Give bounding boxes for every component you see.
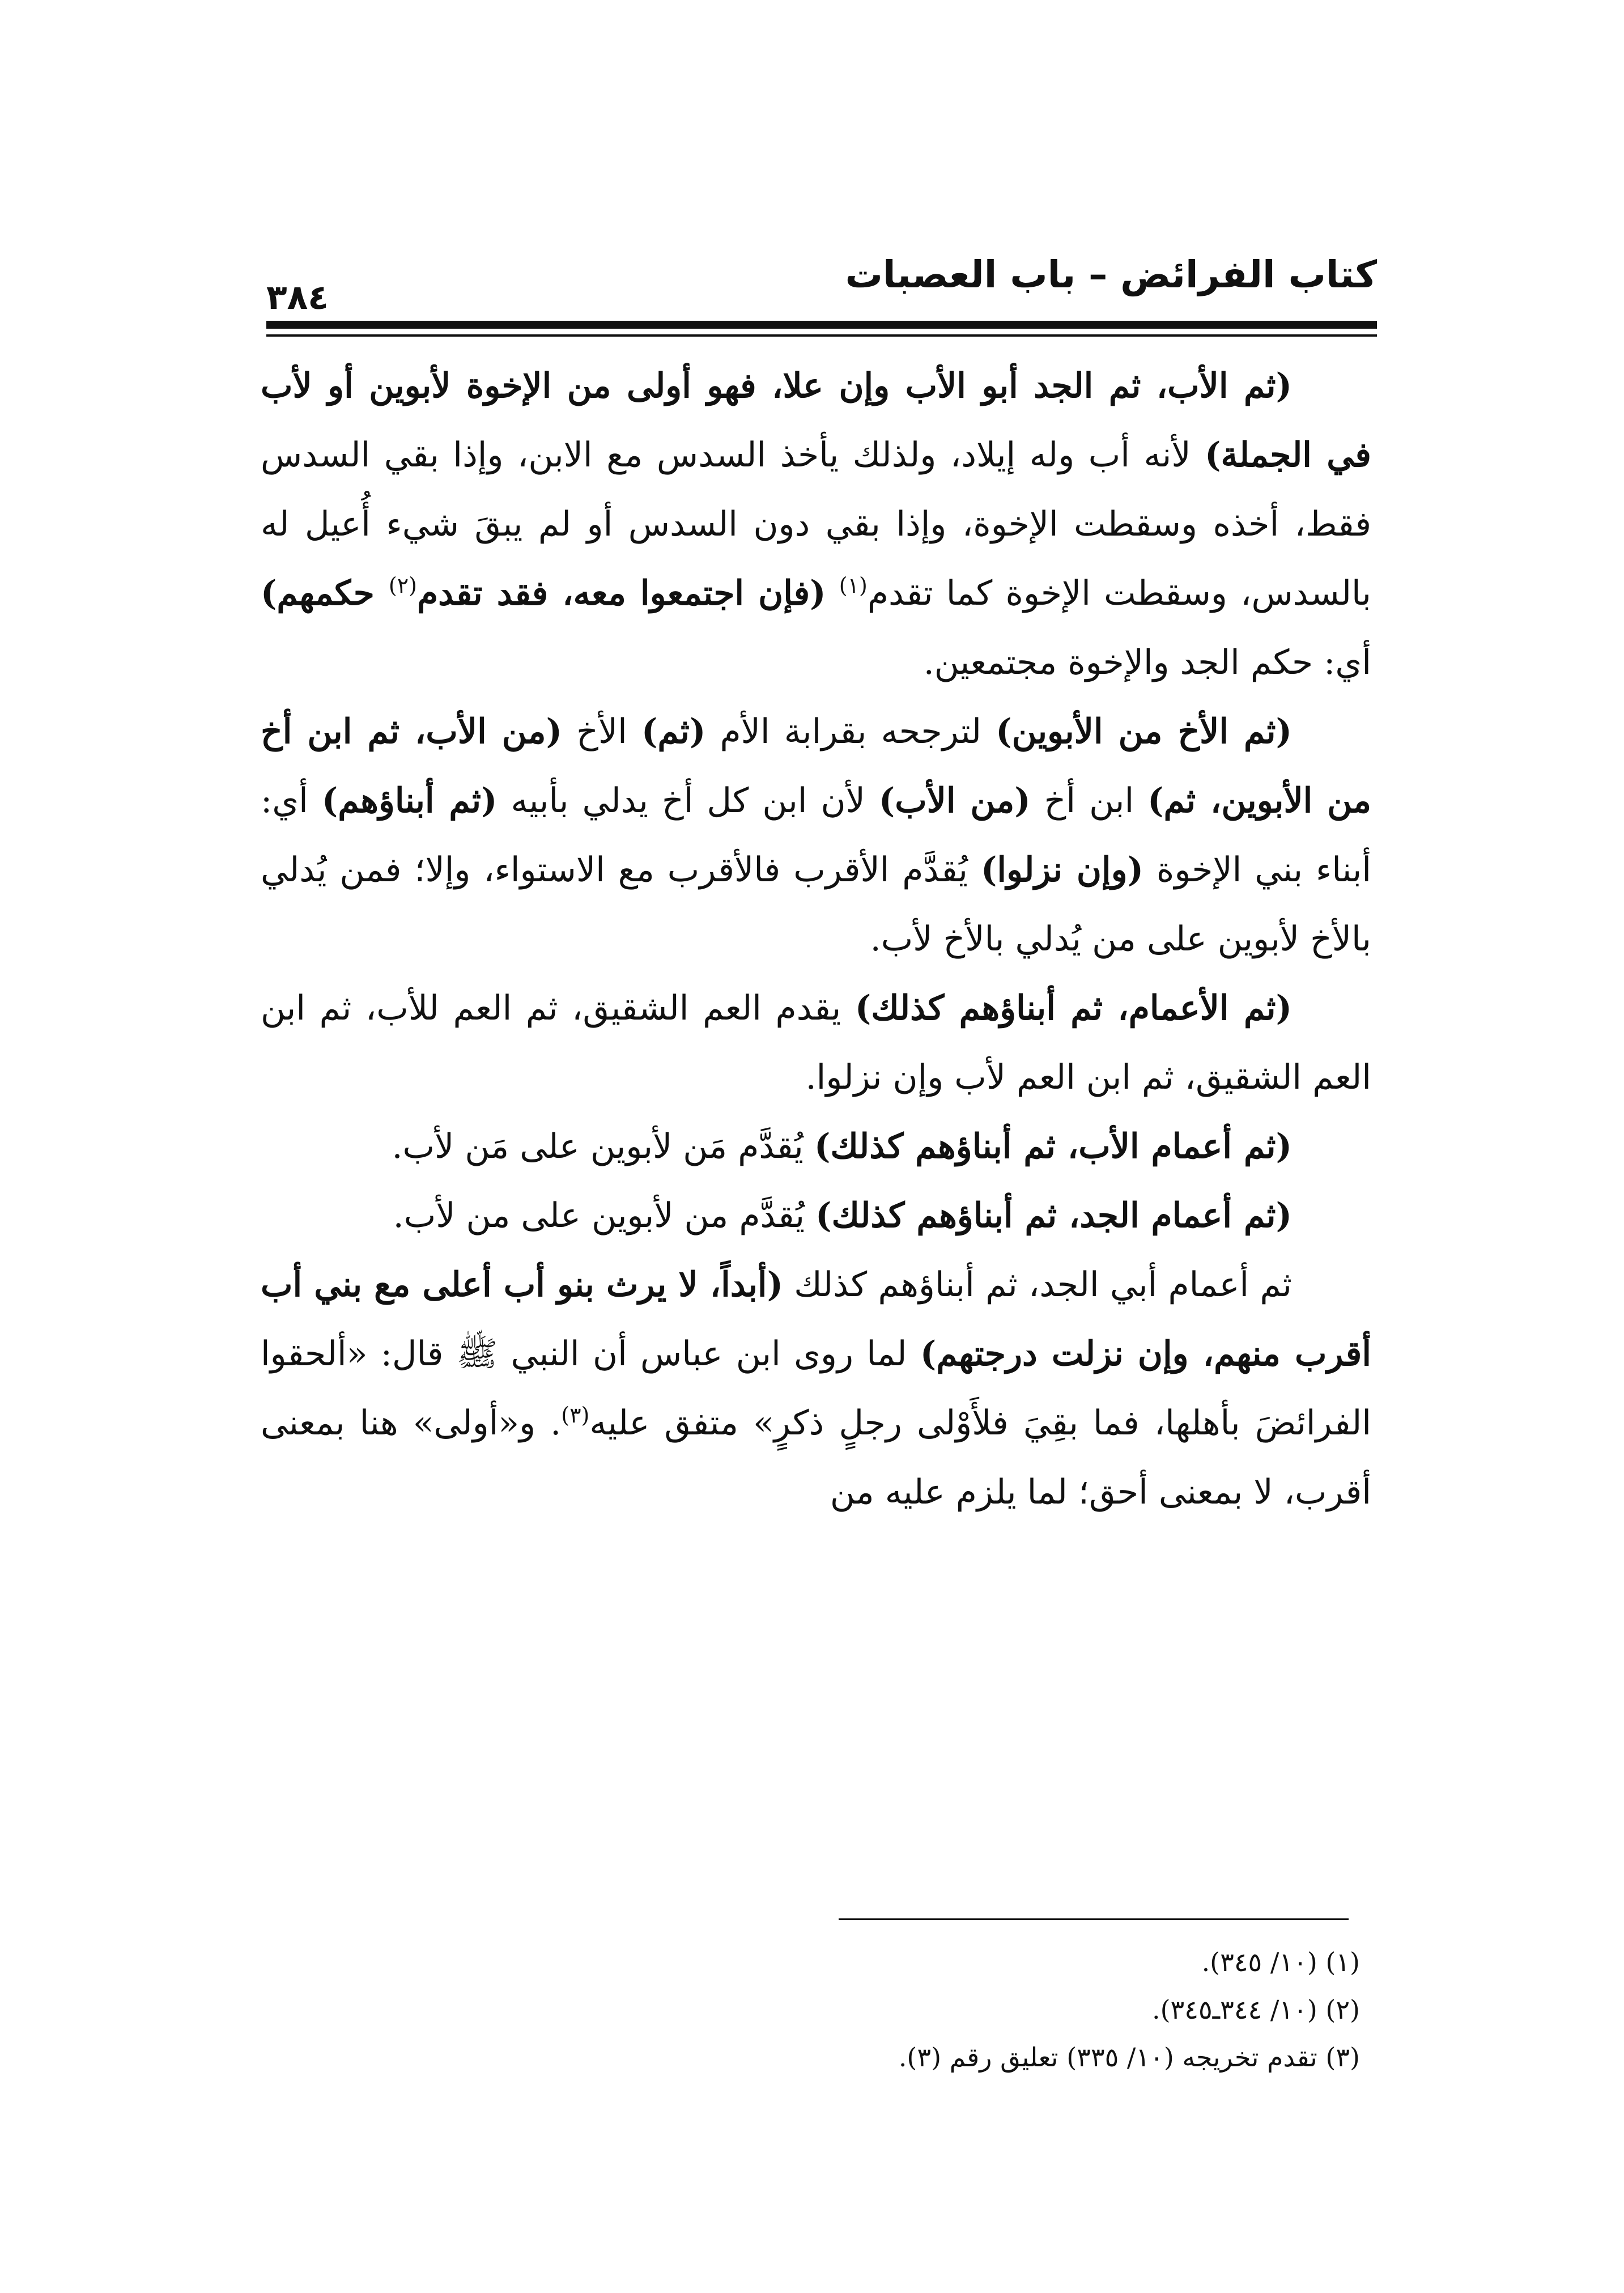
commentary-text: يقدم العم الشقيق، ثم العم للأب، ثم ابن العم الشقيق، ثم ابن العم لأب وإن نزلوا. — [261, 988, 1371, 1097]
matn-text: (وإن نزلوا) — [980, 850, 1143, 890]
footnote-1: (١) (١٠/ ٣٤٥). — [1201, 1947, 1360, 1977]
matn-text: (فإن اجتمعوا معه، فقد تقدم — [417, 574, 826, 613]
matn-text: (ثم أبناؤهم) — [321, 781, 498, 821]
paragraph — [261, 1250, 1371, 1527]
matn-text: (من الأب) — [878, 781, 1031, 821]
matn-text: (أبداً، لا يرث بنو أب أعلى مع بني أب أقرب منهم، وإن نزلت درجتهم) — [261, 1265, 1371, 1374]
commentary-text: لأن ابن كل أخ يدلي بأبيه — [497, 781, 879, 821]
running-head — [266, 238, 1377, 317]
matn-text: (ثم) — [641, 712, 706, 751]
commentary-text: . و«أولى» هنا بمعنى أقرب، لا بمعنى أحق؛ لما يلزم عليه من — [261, 1403, 1371, 1512]
paragraph — [261, 974, 1371, 1112]
footnote-2: (٢) (١٠/ ٣٤٤ـ٣٤٥). — [1151, 1994, 1360, 2025]
header-rule-thin — [266, 334, 1377, 337]
footnote-separator — [839, 1918, 1349, 1920]
paragraph — [261, 1181, 1371, 1250]
matn-text: (ثم الأب، ثم الجد أبو الأب وإن علا، فهو أولى من الإخوة لأبوين أو لأب في الجملة) — [261, 366, 1371, 475]
commentary-text: لترجحه بقرابة الأم — [705, 712, 996, 751]
header-rule-thick — [266, 321, 1377, 329]
commentary-text: أي: حكم الجد والإخوة مجتمعين. — [923, 643, 1371, 682]
commentary-text: لأنه أب وله إيلاد، ولذلك يأخذ السدس مع الابن، وإذا بقي السدس فقط، أخذه وسقطت الإخوة، وإذا بقي دون السدس أو لم يبقَ شيء أُعيل له بالسدس، وسقطت الإخوة كما تقدم — [261, 435, 1371, 613]
matn-text: (ثم أعمام الأب، ثم أبناؤهم كذلك) — [814, 1127, 1292, 1166]
matn-text: (ثم الأخ من الأبوين) — [996, 712, 1293, 751]
paragraph — [261, 1112, 1371, 1181]
footnote-3: (٣) تقدم تخريجه (١٠/ ٣٣٥) تعليق رقم (٣). — [898, 2042, 1360, 2073]
paragraph — [261, 697, 1371, 974]
paragraph — [261, 351, 1371, 697]
main-text — [261, 351, 1371, 1527]
commentary-text: يُقدَّم مَن لأبوين على مَن لأب. — [392, 1127, 814, 1166]
commentary-text: أي: أبناء بني الإخوة — [261, 781, 1372, 890]
matn-text: (ثم أعمام الجد، ثم أبناؤهم كذلك) — [815, 1196, 1292, 1235]
matn-text: حكمهم) — [261, 574, 389, 613]
commentary-text: ابن أخ — [1030, 781, 1148, 821]
footnote-marker: (٣) — [561, 1403, 590, 1428]
footnote-marker: (١) — [839, 573, 868, 598]
commentary-text: يُقدَّم الأقرب فالأقرب مع الاستواء، وإلا؛ فمن يُدلي بالأخ لأبوين على من يُدلي بالأخ لأب. — [261, 850, 1371, 959]
footnotes — [261, 1938, 1360, 2081]
commentary-text: يُقدَّم من لأبوين على من لأب. — [393, 1196, 816, 1235]
matn-text: (ثم الأعمام، ثم أبناؤهم كذلك) — [854, 988, 1292, 1028]
commentary-text: لما روى ابن عباس أن النبي ﷺ قال: «ألحقوا الفرائضَ بأهلها، فما بقِيَ فلأَوْلى رجلٍ ذكرٍ» متفق عليه — [261, 1334, 1372, 1443]
chapter-title: كتاب الفرائض – باب العصبات — [845, 253, 1377, 296]
commentary-text: الأخ — [562, 712, 641, 751]
page-number: ٣٨٤ — [266, 278, 329, 317]
matn-text: (من الأب، ثم ابن أخ من الأبوين، ثم) — [261, 712, 1371, 821]
commentary-text — [826, 574, 839, 613]
commentary-text: ثم أعمام أبي الجد، ثم أبناؤهم كذلك — [783, 1265, 1293, 1305]
footnote-marker: (٢) — [388, 573, 417, 598]
